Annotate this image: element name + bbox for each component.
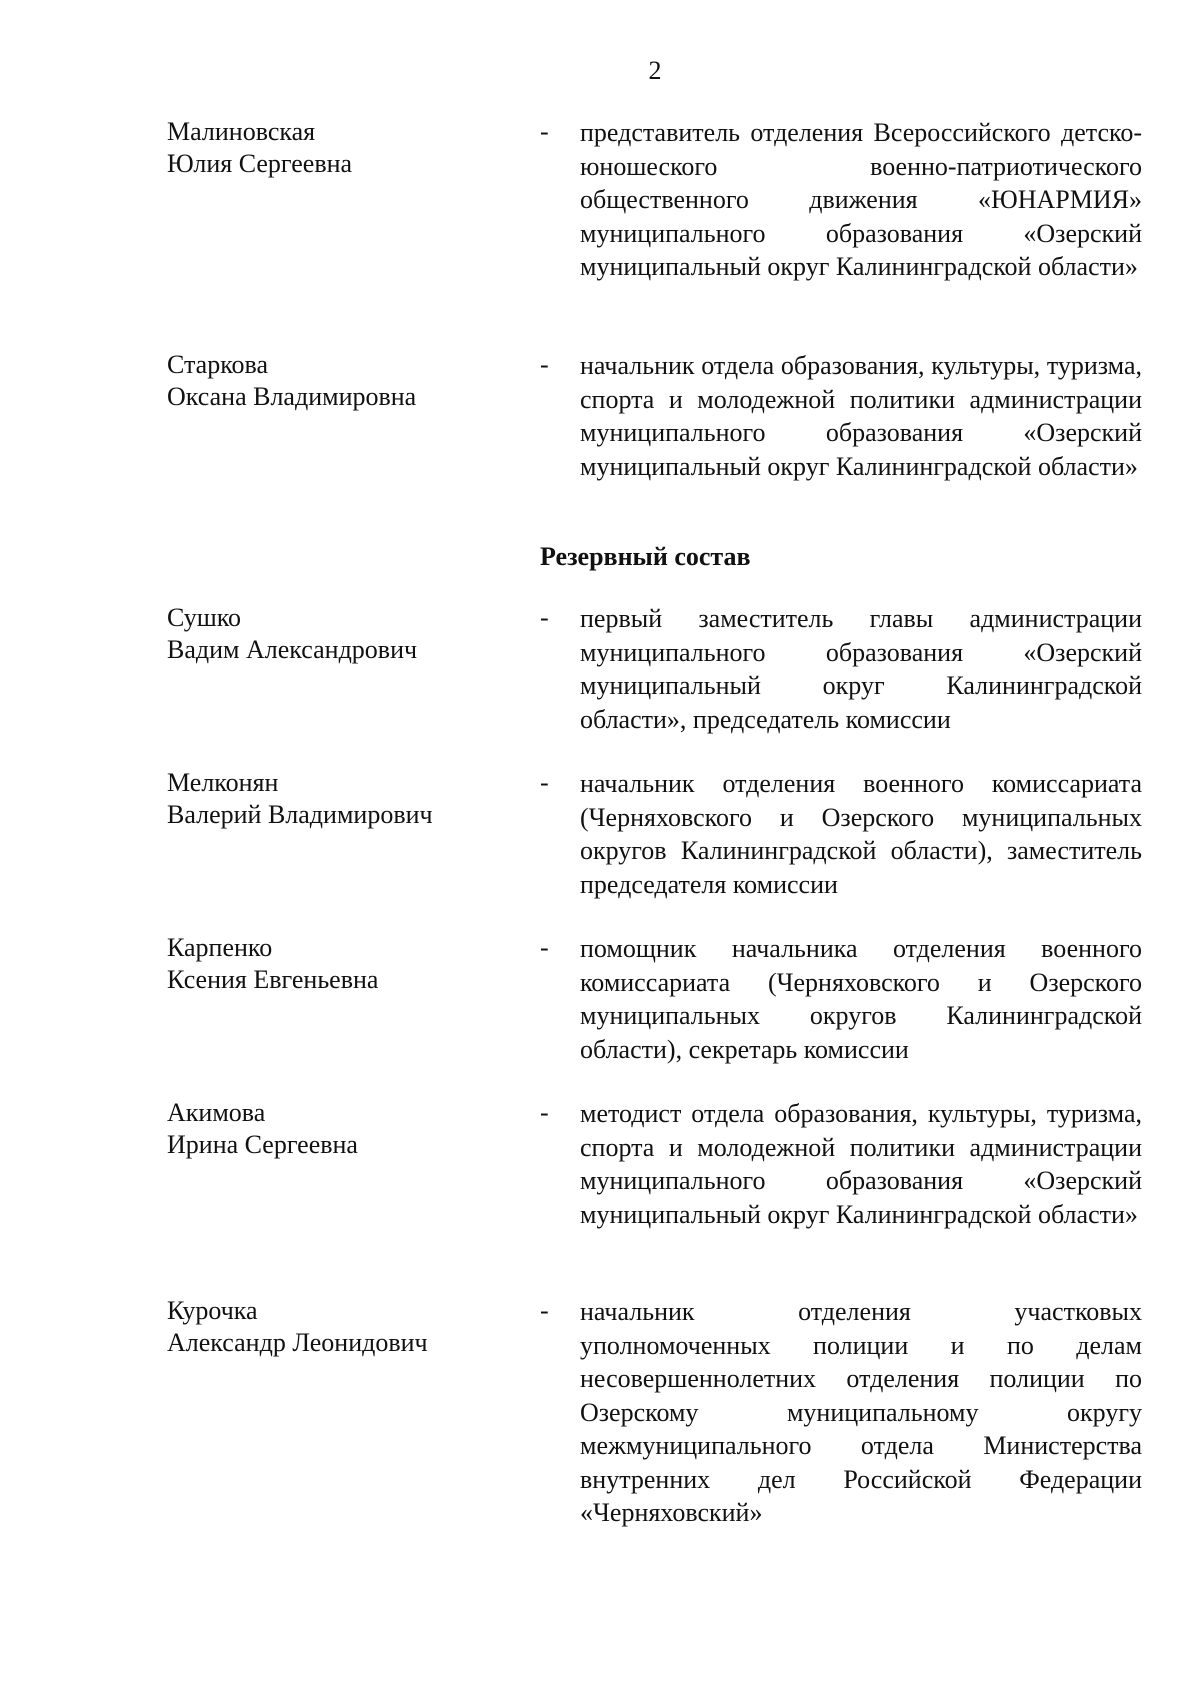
member-name xyxy=(167,116,507,180)
member-role: представитель отделения Всероссийского детско-юношеского военно-патриотического общественного движения «ЮНАРМИЯ» муниципального образования «Озерский муниципальный округ Калининградской области» xyxy=(580,118,1142,281)
member-given-names: Ирина Сергеевна xyxy=(167,1130,358,1159)
member-role: начальник отделения участковых уполномоченных полиции и по делам несовершеннолетних отделения полиции по Озерскому муниципальному округу межмуниципального отдела Министерства внутренних дел Российской Федерации «Черняховский» xyxy=(580,1297,1142,1527)
member-name xyxy=(167,602,507,666)
member-surname: Карпенко xyxy=(167,933,273,962)
member-name xyxy=(167,1097,507,1161)
member-role: начальник отдела образования, культуры, туризма, спорта и молодежной политики администрации муниципального образования «Озерский муниципальный округ Калининградской области» xyxy=(580,351,1142,481)
member-given-names: Ксения Евгеньевна xyxy=(167,965,379,994)
role-dash: - xyxy=(540,933,549,962)
member-name xyxy=(167,767,507,831)
member-name xyxy=(167,932,507,996)
role-dash: - xyxy=(540,350,549,379)
member-role: начальник отделения военного комиссариата (Черняховского и Озерского муниципальных округов Калининградской области), заместитель председателя комиссии xyxy=(580,769,1142,899)
role-dash: - xyxy=(540,1098,549,1127)
page-number: 2 xyxy=(648,56,662,85)
member-surname: Малиновская xyxy=(167,117,316,146)
role-dash: - xyxy=(540,768,549,797)
member-given-names: Юлия Сергеевна xyxy=(167,149,353,178)
member-name xyxy=(167,1295,507,1359)
member-name xyxy=(167,349,507,413)
member-role: методист отдела образования, культуры, туризма, спорта и молодежной политики администрации муниципального образования «Озерский муниципальный округ Калининградской области» xyxy=(580,1099,1142,1229)
reserve-heading: Резервный состав xyxy=(540,542,751,571)
member-given-names: Вадим Александрович xyxy=(167,635,418,664)
member-given-names: Александр Леонидович xyxy=(167,1328,428,1357)
member-surname: Мелконян xyxy=(167,768,279,797)
member-given-names: Оксана Владимировна xyxy=(167,382,417,411)
member-role: помощник начальника отделения военного комиссариата (Черняховского и Озерского муниципальных округов Калининградской области), секретарь комиссии xyxy=(580,934,1142,1064)
member-surname: Акимова xyxy=(167,1098,266,1127)
member-surname: Старкова xyxy=(167,350,269,379)
member-role: первый заместитель главы администрации муниципального образования «Озерский муниципальный округ Калининградской области», председатель комиссии xyxy=(580,604,1142,734)
role-dash: - xyxy=(540,603,549,632)
role-dash: - xyxy=(540,117,549,146)
member-surname: Курочка xyxy=(167,1296,258,1325)
member-given-names: Валерий Владимирович xyxy=(167,800,433,829)
member-surname: Сушко xyxy=(167,603,242,632)
role-dash: - xyxy=(540,1296,549,1325)
